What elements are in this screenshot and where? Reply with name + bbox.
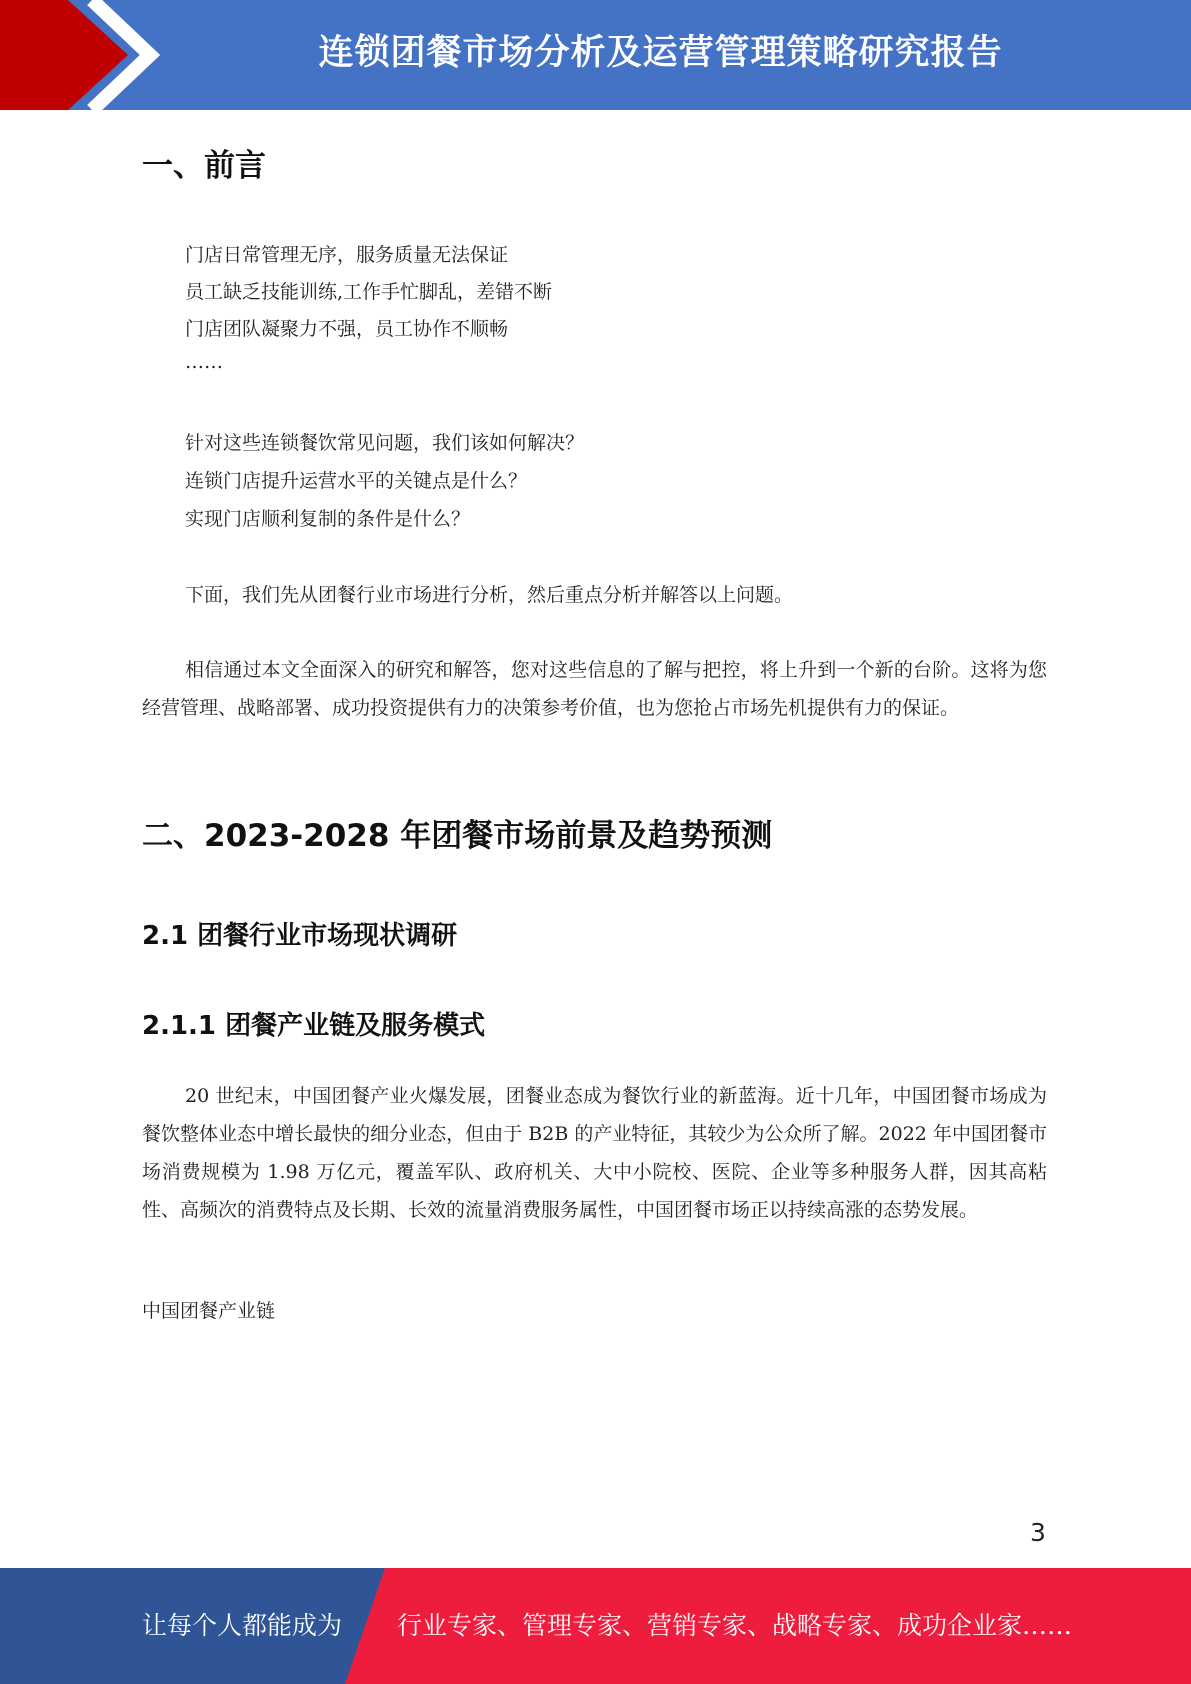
- subsubsection-heading: 2.1.1 团餐产业链及服务模式: [142, 1011, 486, 1041]
- header-arrow-decoration: [0, 0, 170, 110]
- problem-line: 门店日常管理无序，服务质量无法保证: [185, 244, 509, 266]
- page-number: 3: [1030, 1518, 1046, 1547]
- closing-paragraph: 相信通过本文全面深入的研究和解答，您对这些信息的了解与把控，将上升到一个新的台阶。这将为您经营管理、战略部署、成功投资提供有力的决策参考价值，也为您抢占市场先机提供有力的保证。: [142, 659, 1047, 719]
- figure-caption: 中国团餐产业链: [142, 1300, 276, 1322]
- section-heading-preface: 一、前言: [142, 148, 266, 184]
- problem-line: 门店团队凝聚力不强，员工协作不顺畅: [185, 318, 509, 340]
- report-title: 连锁团餐市场分析及运营管理策略研究报告: [318, 33, 1003, 73]
- footer-slogan-left: 让每个人都能成为: [142, 1611, 343, 1640]
- footer-banner: [0, 1568, 1191, 1684]
- header-banner: [0, 0, 1191, 110]
- question-line: 连锁门店提升运营水平的关键点是什么？: [185, 470, 528, 492]
- problem-ellipsis: ……: [185, 351, 223, 373]
- intro-line: 下面，我们先从团餐行业市场进行分析，然后重点分析并解答以上问题。: [185, 584, 794, 606]
- question-line: 实现门店顺利复制的条件是什么？: [185, 508, 471, 530]
- section-heading-outlook: 二、2023-2028 年团餐市场前景及趋势预测: [142, 818, 773, 854]
- subsection-heading: 2.1 团餐行业市场现状调研: [142, 921, 458, 951]
- question-line: 针对这些连锁餐饮常见问题，我们该如何解决？: [185, 432, 585, 454]
- footer-slogan-right: 行业专家、管理专家、营销专家、战略专家、成功企业家……: [397, 1611, 1073, 1640]
- problem-line: 员工缺乏技能训练,工作手忙脚乱，差错不断: [185, 281, 553, 303]
- industry-paragraph: 20 世纪末，中国团餐产业火爆发展，团餐业态成为餐饮行业的新蓝海。近十几年，中国团餐市场成为餐饮整体业态中增长最快的细分业态，但由于 B2B 的产业特征，其较少为公众所了解。2022 年中国团餐市场消费规模为 1.98 万亿元，覆盖军队、政府机关、大中小院校、医院、企业等多种服务人群，因其高粘性、高频次的消费特点及长期、长效的流量消费服务属性，中国团餐市场正以持续高涨的态势发展。: [142, 1085, 1047, 1221]
